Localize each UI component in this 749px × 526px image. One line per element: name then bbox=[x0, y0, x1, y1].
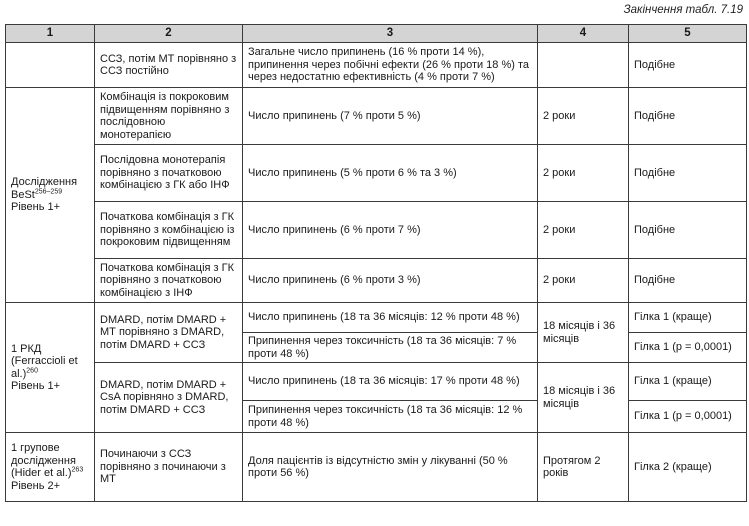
result-cell: Подібне bbox=[629, 43, 747, 88]
outcome-cell: Число припинень (18 та 36 місяців: 12 % проти 48 %) bbox=[243, 303, 538, 333]
duration-cell bbox=[538, 43, 629, 88]
duration-cell: 18 місяців і 36 місяців bbox=[538, 303, 629, 363]
table-row bbox=[6, 202, 747, 259]
reference-superscript: 256–259 bbox=[34, 188, 63, 196]
reference-superscript: 263 bbox=[71, 466, 84, 474]
column-header: 1 bbox=[6, 25, 95, 43]
table-row bbox=[6, 88, 747, 145]
result-cell: Подібне bbox=[629, 88, 747, 145]
evidence-level: Рівень 1+ bbox=[11, 380, 61, 392]
outcome-cell: Число припинень (6 % проти 7 %) bbox=[243, 202, 538, 259]
comparison-cell: ССЗ, потім МТ порівняно з ССЗ постійно bbox=[95, 43, 243, 88]
reference-superscript: 260 bbox=[26, 366, 38, 374]
column-header: 2 bbox=[95, 25, 243, 43]
outcome-cell: Припинення через токсичність (18 та 36 місяців: 12 % проти 48 %) bbox=[243, 401, 538, 433]
study-cell bbox=[6, 433, 95, 502]
outcome-cell: Число припинень (7 % проти 5 %) bbox=[243, 88, 538, 145]
outcome-cell: Число припинень (5 % проти 6 % та 3 %) bbox=[243, 145, 538, 202]
table-row bbox=[6, 433, 747, 502]
outcome-cell: Доля пацієнтів із відсутністю змін у лікуванні (50 % проти 56 %) bbox=[243, 433, 538, 502]
table-caption: Закінчення табл. 7.19 bbox=[623, 4, 743, 16]
study-name: 1 групове дослідження (Hider et al.) bbox=[11, 442, 76, 479]
duration-cell: 18 місяців і 36 місяців bbox=[538, 363, 629, 433]
comparison-cell: Починаючи з ССЗ порівняно з починаючи з МТ bbox=[95, 433, 243, 502]
result-cell: Гілка 1 (краще) bbox=[629, 363, 747, 401]
result-cell: Гілка 1 (p = 0,0001) bbox=[629, 401, 747, 433]
duration-cell: 2 роки bbox=[538, 259, 629, 303]
table-row bbox=[6, 303, 747, 333]
duration-cell: 2 роки bbox=[538, 88, 629, 145]
comparison-cell: DMARD, потім DMARD + CsA порівняно з DMARD, потім DMARD + ССЗ bbox=[95, 363, 243, 433]
study-cell bbox=[6, 303, 95, 433]
result-cell: Подібне bbox=[629, 259, 747, 303]
duration-cell: 2 роки bbox=[538, 202, 629, 259]
outcome-cell: Число припинень (6 % проти 3 %) bbox=[243, 259, 538, 303]
table-row bbox=[6, 43, 747, 88]
comparison-cell: Послідовна монотерапія порівняно з початковою комбінацією з ГК або ІНФ bbox=[95, 145, 243, 202]
study-name: Дослідження BeSt bbox=[11, 176, 78, 201]
comparison-cell: DMARD, потім DMARD + МТ порівняно з DMARD, потім DMARD + ССЗ bbox=[95, 303, 243, 363]
evidence-level: Рівень 1+ bbox=[11, 201, 61, 214]
result-cell: Гілка 2 (краще) bbox=[629, 433, 747, 502]
study-name: 1 РКД (Ferraccioli et al.) bbox=[11, 342, 78, 380]
column-header: 5 bbox=[629, 25, 747, 43]
duration-cell: Протягом 2 років bbox=[538, 433, 629, 502]
study-cell bbox=[6, 43, 95, 88]
result-cell: Гілка 1 (краще) bbox=[629, 303, 747, 333]
outcome-cell: Припинення через токсичність (18 та 36 місяців: 7 % проти 48 %) bbox=[243, 333, 538, 363]
outcome-cell: Число припинень (18 та 36 місяців: 17 % проти 48 %) bbox=[243, 363, 538, 401]
table-row bbox=[6, 259, 747, 303]
study-cell bbox=[6, 88, 95, 303]
comparison-cell: Початкова комбінація з ГК порівняно з комбінацією із покроковим підвищенням bbox=[95, 202, 243, 259]
table-row bbox=[6, 363, 747, 401]
header-row bbox=[6, 25, 747, 43]
column-header: 4 bbox=[538, 25, 629, 43]
outcome-cell: Загальне число припинень (16 % проти 14 %), припинення через побічні ефекти (26 % проти 18 %) та через недостатню ефективність (4 % проти 7 %) bbox=[243, 43, 538, 88]
evidence-level: Рівень 2+ bbox=[11, 479, 61, 492]
data-table bbox=[5, 24, 747, 502]
comparison-cell: Початкова комбінація з ГК порівняно з початковою комбінацією з ІНФ bbox=[95, 259, 243, 303]
duration-cell: 2 роки bbox=[538, 145, 629, 202]
column-header: 3 bbox=[243, 25, 538, 43]
table-row bbox=[6, 145, 747, 202]
result-cell: Подібне bbox=[629, 202, 747, 259]
result-cell: Гілка 1 (p = 0,0001) bbox=[629, 333, 747, 363]
result-cell: Подібне bbox=[629, 145, 747, 202]
comparison-cell: Комбінація із покроковим підвищенням порівняно з послідовною монотерапією bbox=[95, 88, 243, 145]
